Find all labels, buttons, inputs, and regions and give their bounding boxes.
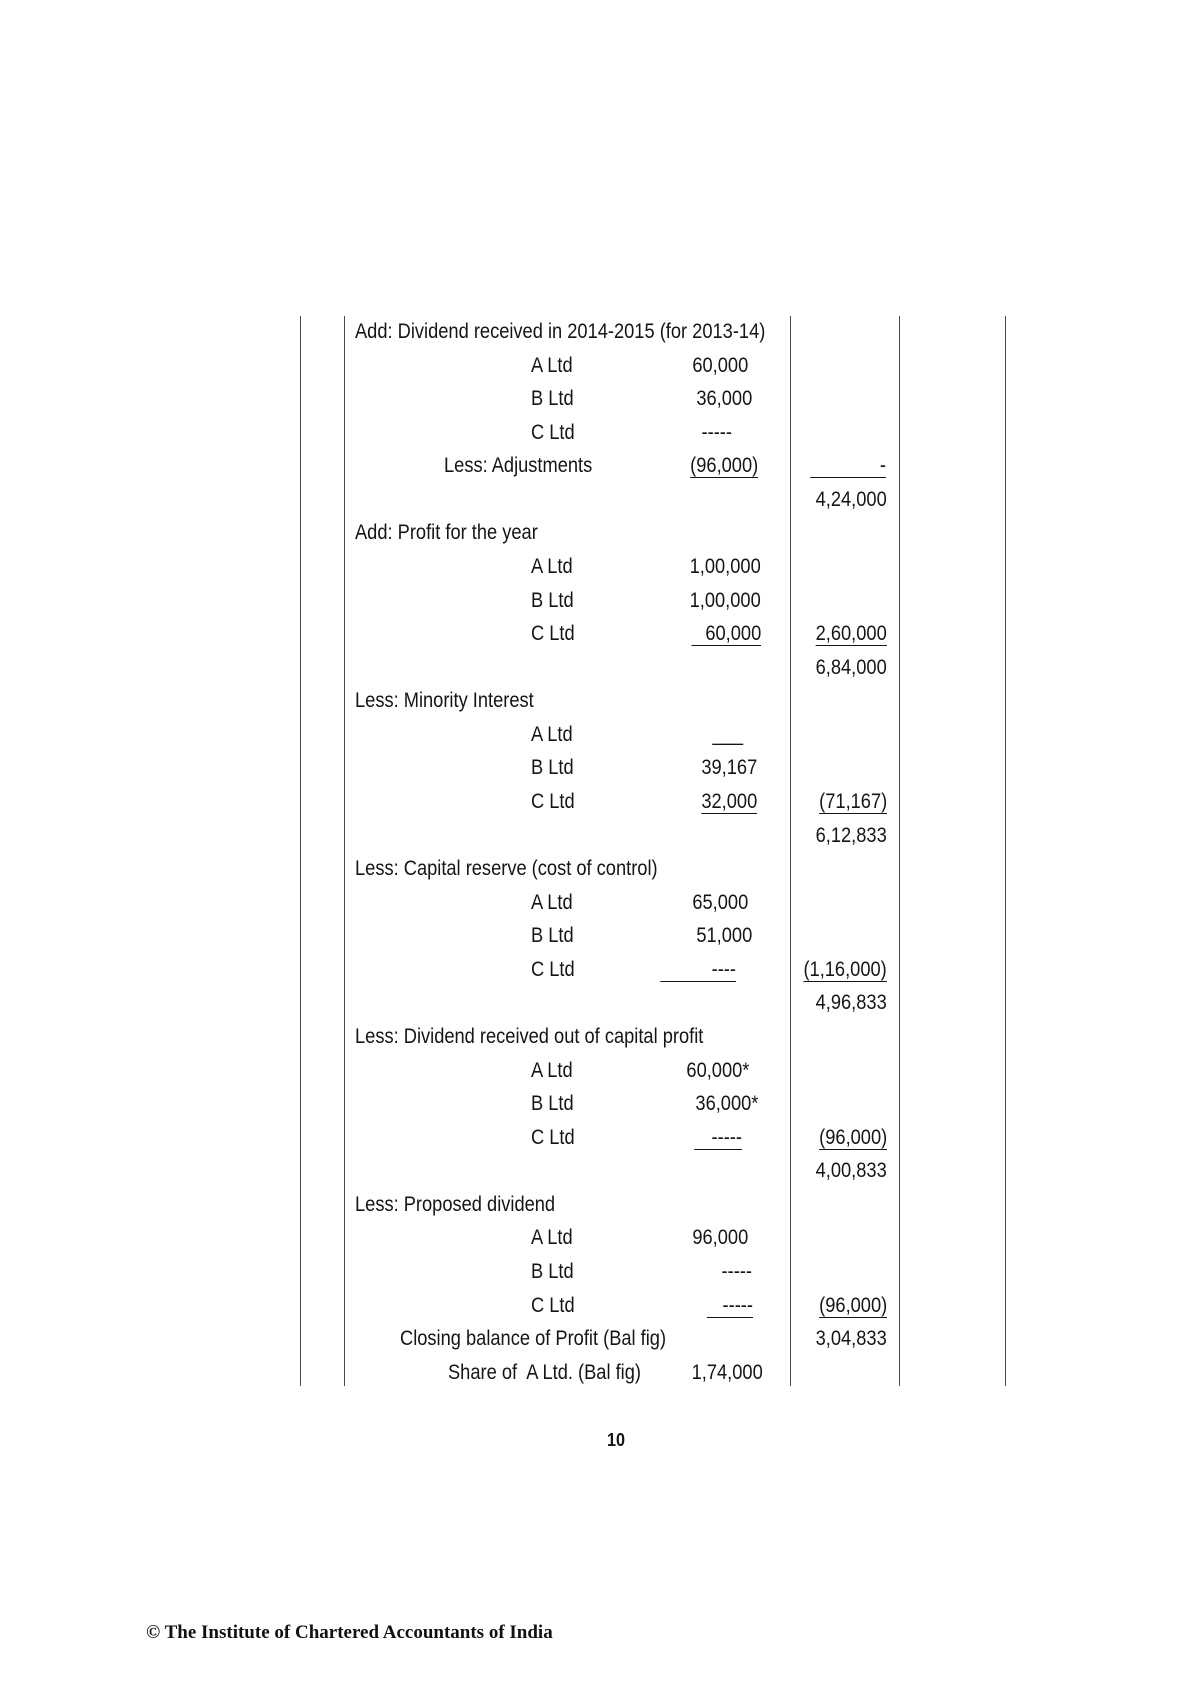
- company-name: C Ltd: [531, 622, 575, 645]
- section-heading-row: [0, 684, 1191, 718]
- line-item-row: [0, 1087, 1191, 1121]
- share-label: Share of A Ltd. (Bal fig): [448, 1361, 641, 1384]
- section-total: 2,60,000: [815, 622, 887, 645]
- company-name: A Ltd: [531, 1059, 573, 1082]
- section-heading-row: [0, 852, 1191, 886]
- company-name: B Ltd: [531, 589, 574, 612]
- company-name: A Ltd: [531, 555, 573, 578]
- line-item-row: [0, 416, 1191, 450]
- section-total-cell: [819, 1289, 887, 1323]
- running-balance: 4,24,000: [815, 488, 887, 511]
- line-item-row: [0, 1221, 1191, 1255]
- company-name: C Ltd: [531, 1294, 575, 1317]
- adjustment-amount-cell: [690, 449, 758, 483]
- running-balance: 4,96,833: [815, 991, 887, 1014]
- section-heading-row: [0, 315, 1191, 349]
- item-amount: 36,000*: [695, 1092, 758, 1115]
- adjustment-label: Less: Adjustments: [444, 454, 593, 477]
- closing-balance-amount: 3,04,833: [815, 1327, 887, 1350]
- page-number: 10: [606, 1430, 626, 1450]
- company-name: C Ltd: [531, 790, 575, 813]
- line-item-row: [0, 550, 1191, 584]
- section-total: (71,167): [818, 790, 887, 813]
- section-heading: Add: Profit for the year: [355, 521, 538, 544]
- line-item-row: [0, 751, 1191, 785]
- section-total: (1,16,000): [803, 958, 887, 981]
- company-name: A Ltd: [531, 891, 573, 914]
- item-amount-cell: [694, 1121, 742, 1155]
- item-amount: -----: [694, 1126, 742, 1150]
- running-balance: 4,00,833: [815, 1159, 887, 1182]
- line-item-row: [0, 1121, 1191, 1155]
- company-name: A Ltd: [531, 1226, 573, 1249]
- company-name: C Ltd: [531, 1126, 575, 1149]
- line-item-row: [0, 584, 1191, 618]
- company-name: C Ltd: [531, 421, 575, 444]
- footer-copyright: © The Institute of Chartered Accountants of India: [146, 1622, 553, 1643]
- adjustment-amount: (96,000): [689, 454, 758, 477]
- item-amount: 60,000*: [686, 1059, 749, 1082]
- balance-row: [0, 986, 1191, 1020]
- line-item-row: [0, 1289, 1191, 1323]
- item-amount-cell: [691, 617, 761, 651]
- company-name: B Ltd: [531, 1260, 574, 1283]
- line-item-row: [0, 1054, 1191, 1088]
- item-amount: 1,00,000: [689, 589, 761, 612]
- line-item-row: [0, 919, 1191, 953]
- running-balance: 6,12,833: [815, 824, 887, 847]
- company-name: B Ltd: [531, 756, 574, 779]
- company-name: A Ltd: [531, 354, 573, 377]
- section-total: -: [810, 454, 886, 478]
- item-amount: -----: [701, 421, 732, 444]
- section-total: (96,000): [818, 1294, 887, 1317]
- closing-balance-label: Closing balance of Profit (Bal fig): [400, 1327, 667, 1350]
- section-heading-row: [0, 1188, 1191, 1222]
- section-heading-row: [0, 516, 1191, 550]
- section-heading: Add: Dividend received in 2014-2015 (for 2013-14): [355, 320, 766, 343]
- section-heading: Less: Dividend received out of capital profit: [355, 1025, 704, 1048]
- item-amount-cell: [660, 953, 736, 987]
- company-name: C Ltd: [531, 958, 575, 981]
- share-amount: 1,74,000: [691, 1361, 763, 1384]
- item-amount: 39,167: [701, 756, 757, 779]
- line-item-row: [0, 718, 1191, 752]
- line-item-row: [0, 953, 1191, 987]
- running-balance: 6,84,000: [815, 656, 887, 679]
- item-amount: 65,000: [692, 891, 748, 914]
- section-heading: Less: Proposed dividend: [355, 1193, 556, 1216]
- item-amount: -----: [707, 1294, 753, 1318]
- closing-balance-row: [0, 1322, 1191, 1356]
- line-item-row: [0, 617, 1191, 651]
- company-name: B Ltd: [531, 924, 574, 947]
- item-amount: 96,000: [692, 1226, 748, 1249]
- item-amount: 60,000: [692, 354, 748, 377]
- item-amount: ----: [660, 958, 736, 982]
- share-row: [0, 1356, 1191, 1390]
- section-heading-row: [0, 1020, 1191, 1054]
- item-amount: 36,000: [696, 387, 752, 410]
- balance-row: [0, 651, 1191, 685]
- company-name: A Ltd: [531, 723, 573, 746]
- adjustment-row: [0, 449, 1191, 483]
- balance-row: [0, 819, 1191, 853]
- balance-row: [0, 483, 1191, 517]
- item-amount: 1,00,000: [689, 555, 761, 578]
- section-heading: Less: Capital reserve (cost of control): [355, 857, 658, 880]
- item-amount: 60,000: [691, 622, 761, 646]
- section-total-cell: [816, 617, 887, 651]
- item-amount: 32,000: [701, 790, 757, 813]
- balance-row: [0, 1154, 1191, 1188]
- item-amount-cell: [707, 1289, 753, 1323]
- section-total: (96,000): [818, 1126, 887, 1149]
- line-item-row: [0, 349, 1191, 383]
- line-item-row: [0, 785, 1191, 819]
- company-name: B Ltd: [531, 387, 574, 410]
- section-total-cell: [819, 1121, 887, 1155]
- section-total-cell: [810, 449, 886, 483]
- item-amount: -----: [721, 1260, 752, 1283]
- item-amount: ___: [712, 723, 743, 746]
- line-item-row: [0, 886, 1191, 920]
- section-total-cell: [804, 953, 887, 987]
- line-item-row: [0, 382, 1191, 416]
- item-amount: 51,000: [696, 924, 752, 947]
- line-item-row: [0, 1255, 1191, 1289]
- company-name: B Ltd: [531, 1092, 574, 1115]
- item-amount-cell: [701, 785, 757, 819]
- section-total-cell: [819, 785, 887, 819]
- section-heading: Less: Minority Interest: [355, 689, 534, 712]
